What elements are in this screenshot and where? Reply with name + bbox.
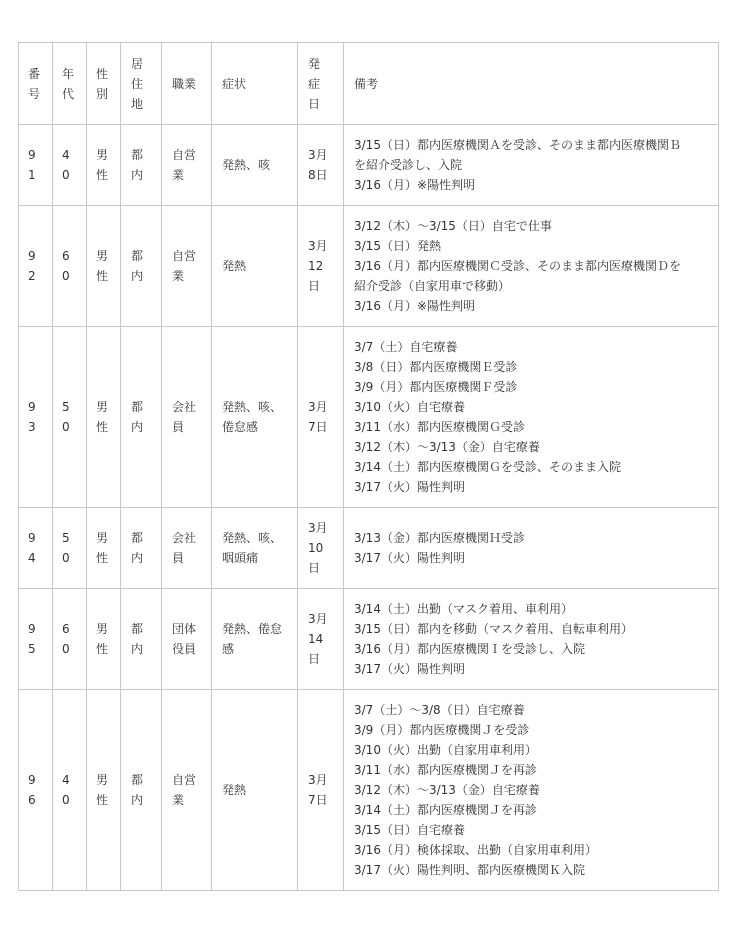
- cell-notes: [344, 125, 719, 206]
- table-row: [19, 589, 719, 690]
- cell-residence: 都 内: [121, 589, 162, 690]
- table-row: [19, 206, 719, 327]
- cell-symptoms: 発熱、咳、 咽頭痛: [212, 508, 298, 589]
- cell-notes: [344, 690, 719, 891]
- note-line: 3/13（金）都内医療機関Ｈ受診: [354, 531, 525, 545]
- case-table: [18, 42, 719, 891]
- cell-number: 9 5: [19, 589, 53, 690]
- note-line: 3/7（土）自宅療養: [354, 340, 458, 354]
- table-row: [19, 125, 719, 206]
- cell-occupation: 会社 員: [162, 327, 212, 508]
- cell-symptoms: 発熱: [212, 690, 298, 891]
- note-line: 3/14（土）都内医療機関Ｊを再診: [354, 803, 537, 817]
- cell-sex: 男 性: [87, 690, 121, 891]
- note-line: 3/15（日）自宅療養: [354, 823, 465, 837]
- note-line: 3/9（月）都内医療機関Ｆ受診: [354, 380, 518, 394]
- cell-notes: [344, 327, 719, 508]
- cell-age: 6 0: [53, 589, 87, 690]
- note-line: 3/11（水）都内医療機関Ｊを再診: [354, 763, 537, 777]
- cell-symptoms: 発熱、咳: [212, 125, 298, 206]
- note-line: 3/17（火）陽性判明: [354, 551, 465, 565]
- header-age: 年 代: [53, 43, 87, 125]
- cell-sex: 男 性: [87, 125, 121, 206]
- cell-age: 4 0: [53, 690, 87, 891]
- note-line: 3/15（日）都内を移動（マスク着用、自転車利用）: [354, 622, 633, 636]
- note-line: 3/9（月）都内医療機関Ｊを受診: [354, 723, 530, 737]
- note-line: 3/10（火）出勤（自家用車利用）: [354, 743, 537, 757]
- header-notes: 備考: [344, 43, 719, 125]
- cell-notes: [344, 589, 719, 690]
- note-line: 3/16（月）都内医療機関Ｉを受診し、入院: [354, 642, 585, 656]
- cell-number: 9 4: [19, 508, 53, 589]
- header-number: 番 号: [19, 43, 53, 125]
- cell-age: 6 0: [53, 206, 87, 327]
- header-row: [19, 43, 719, 125]
- cell-symptoms: 発熱、倦怠 感: [212, 589, 298, 690]
- table-row: [19, 327, 719, 508]
- header-symptoms: 症状: [212, 43, 298, 125]
- cell-age: 4 0: [53, 125, 87, 206]
- cell-notes: [344, 508, 719, 589]
- note-line: 3/14（土）都内医療機関Ｇを受診、そのまま入院: [354, 460, 621, 474]
- note-line: 3/16（月）検体採取、出勤（自家用車利用）: [354, 843, 597, 857]
- cell-age: 5 0: [53, 327, 87, 508]
- note-line: 3/16（月）※陽性判明: [354, 178, 476, 192]
- cell-notes: [344, 206, 719, 327]
- cell-occupation: 自営 業: [162, 690, 212, 891]
- note-line: 3/17（火）陽性判明: [354, 662, 465, 676]
- cell-onset: 3月 7日: [298, 690, 344, 891]
- note-line: 3/12（木）～3/15（日）自宅で仕事: [354, 219, 552, 233]
- note-line: 3/12（木）～3/13（金）自宅療養: [354, 783, 540, 797]
- cell-symptoms: 発熱: [212, 206, 298, 327]
- header-sex: 性 別: [87, 43, 121, 125]
- cell-residence: 都 内: [121, 206, 162, 327]
- cell-occupation: 団体 役員: [162, 589, 212, 690]
- cell-sex: 男 性: [87, 327, 121, 508]
- cell-number: 9 1: [19, 125, 53, 206]
- note-line: 3/15（日）発熱: [354, 239, 441, 253]
- header-occupation: 職業: [162, 43, 212, 125]
- cell-occupation: 自営 業: [162, 206, 212, 327]
- cell-sex: 男 性: [87, 508, 121, 589]
- note-line: を紹介受診し、入院: [354, 158, 463, 172]
- note-line: 3/16（月）※陽性判明: [354, 299, 476, 313]
- cell-residence: 都 内: [121, 327, 162, 508]
- cell-number: 9 6: [19, 690, 53, 891]
- header-residence: 居 住 地: [121, 43, 162, 125]
- table-row: [19, 690, 719, 891]
- note-line: 3/10（火）自宅療養: [354, 400, 465, 414]
- header-onset: 発 症 日: [298, 43, 344, 125]
- note-line: 3/12（木）～3/13（金）自宅療養: [354, 440, 540, 454]
- note-line: 3/15（日）都内医療機関Ａを受診、そのまま都内医療機関Ｂ: [354, 138, 681, 152]
- cell-onset: 3月 7日: [298, 327, 344, 508]
- note-line: 3/11（水）都内医療機関Ｇ受診: [354, 420, 525, 434]
- cell-onset: 3月 12 日: [298, 206, 344, 327]
- cell-residence: 都 内: [121, 125, 162, 206]
- cell-onset: 3月 14 日: [298, 589, 344, 690]
- cell-occupation: 自営 業: [162, 125, 212, 206]
- cell-onset: 3月 8日: [298, 125, 344, 206]
- note-line: 3/14（土）出勤（マスク着用、車利用）: [354, 602, 573, 616]
- cell-residence: 都 内: [121, 508, 162, 589]
- cell-symptoms: 発熱、咳、 倦怠感: [212, 327, 298, 508]
- table-row: [19, 508, 719, 589]
- cell-occupation: 会社 員: [162, 508, 212, 589]
- note-line: 3/7（土）～3/8（日）自宅療養: [354, 703, 525, 717]
- cell-sex: 男 性: [87, 206, 121, 327]
- note-line: 3/17（火）陽性判明: [354, 480, 465, 494]
- cell-onset: 3月 10 日: [298, 508, 344, 589]
- note-line: 3/16（月）都内医療機関Ｃ受診、そのまま都内医療機関Ｄを: [354, 259, 681, 273]
- cell-number: 9 3: [19, 327, 53, 508]
- note-line: 3/17（火）陽性判明、都内医療機関Ｋ入院: [354, 863, 585, 877]
- note-line: 紹介受診（自家用車で移動）: [354, 279, 511, 293]
- cell-age: 5 0: [53, 508, 87, 589]
- cell-residence: 都 内: [121, 690, 162, 891]
- cell-number: 9 2: [19, 206, 53, 327]
- note-line: 3/8（日）都内医療機関Ｅ受診: [354, 360, 518, 374]
- cell-sex: 男 性: [87, 589, 121, 690]
